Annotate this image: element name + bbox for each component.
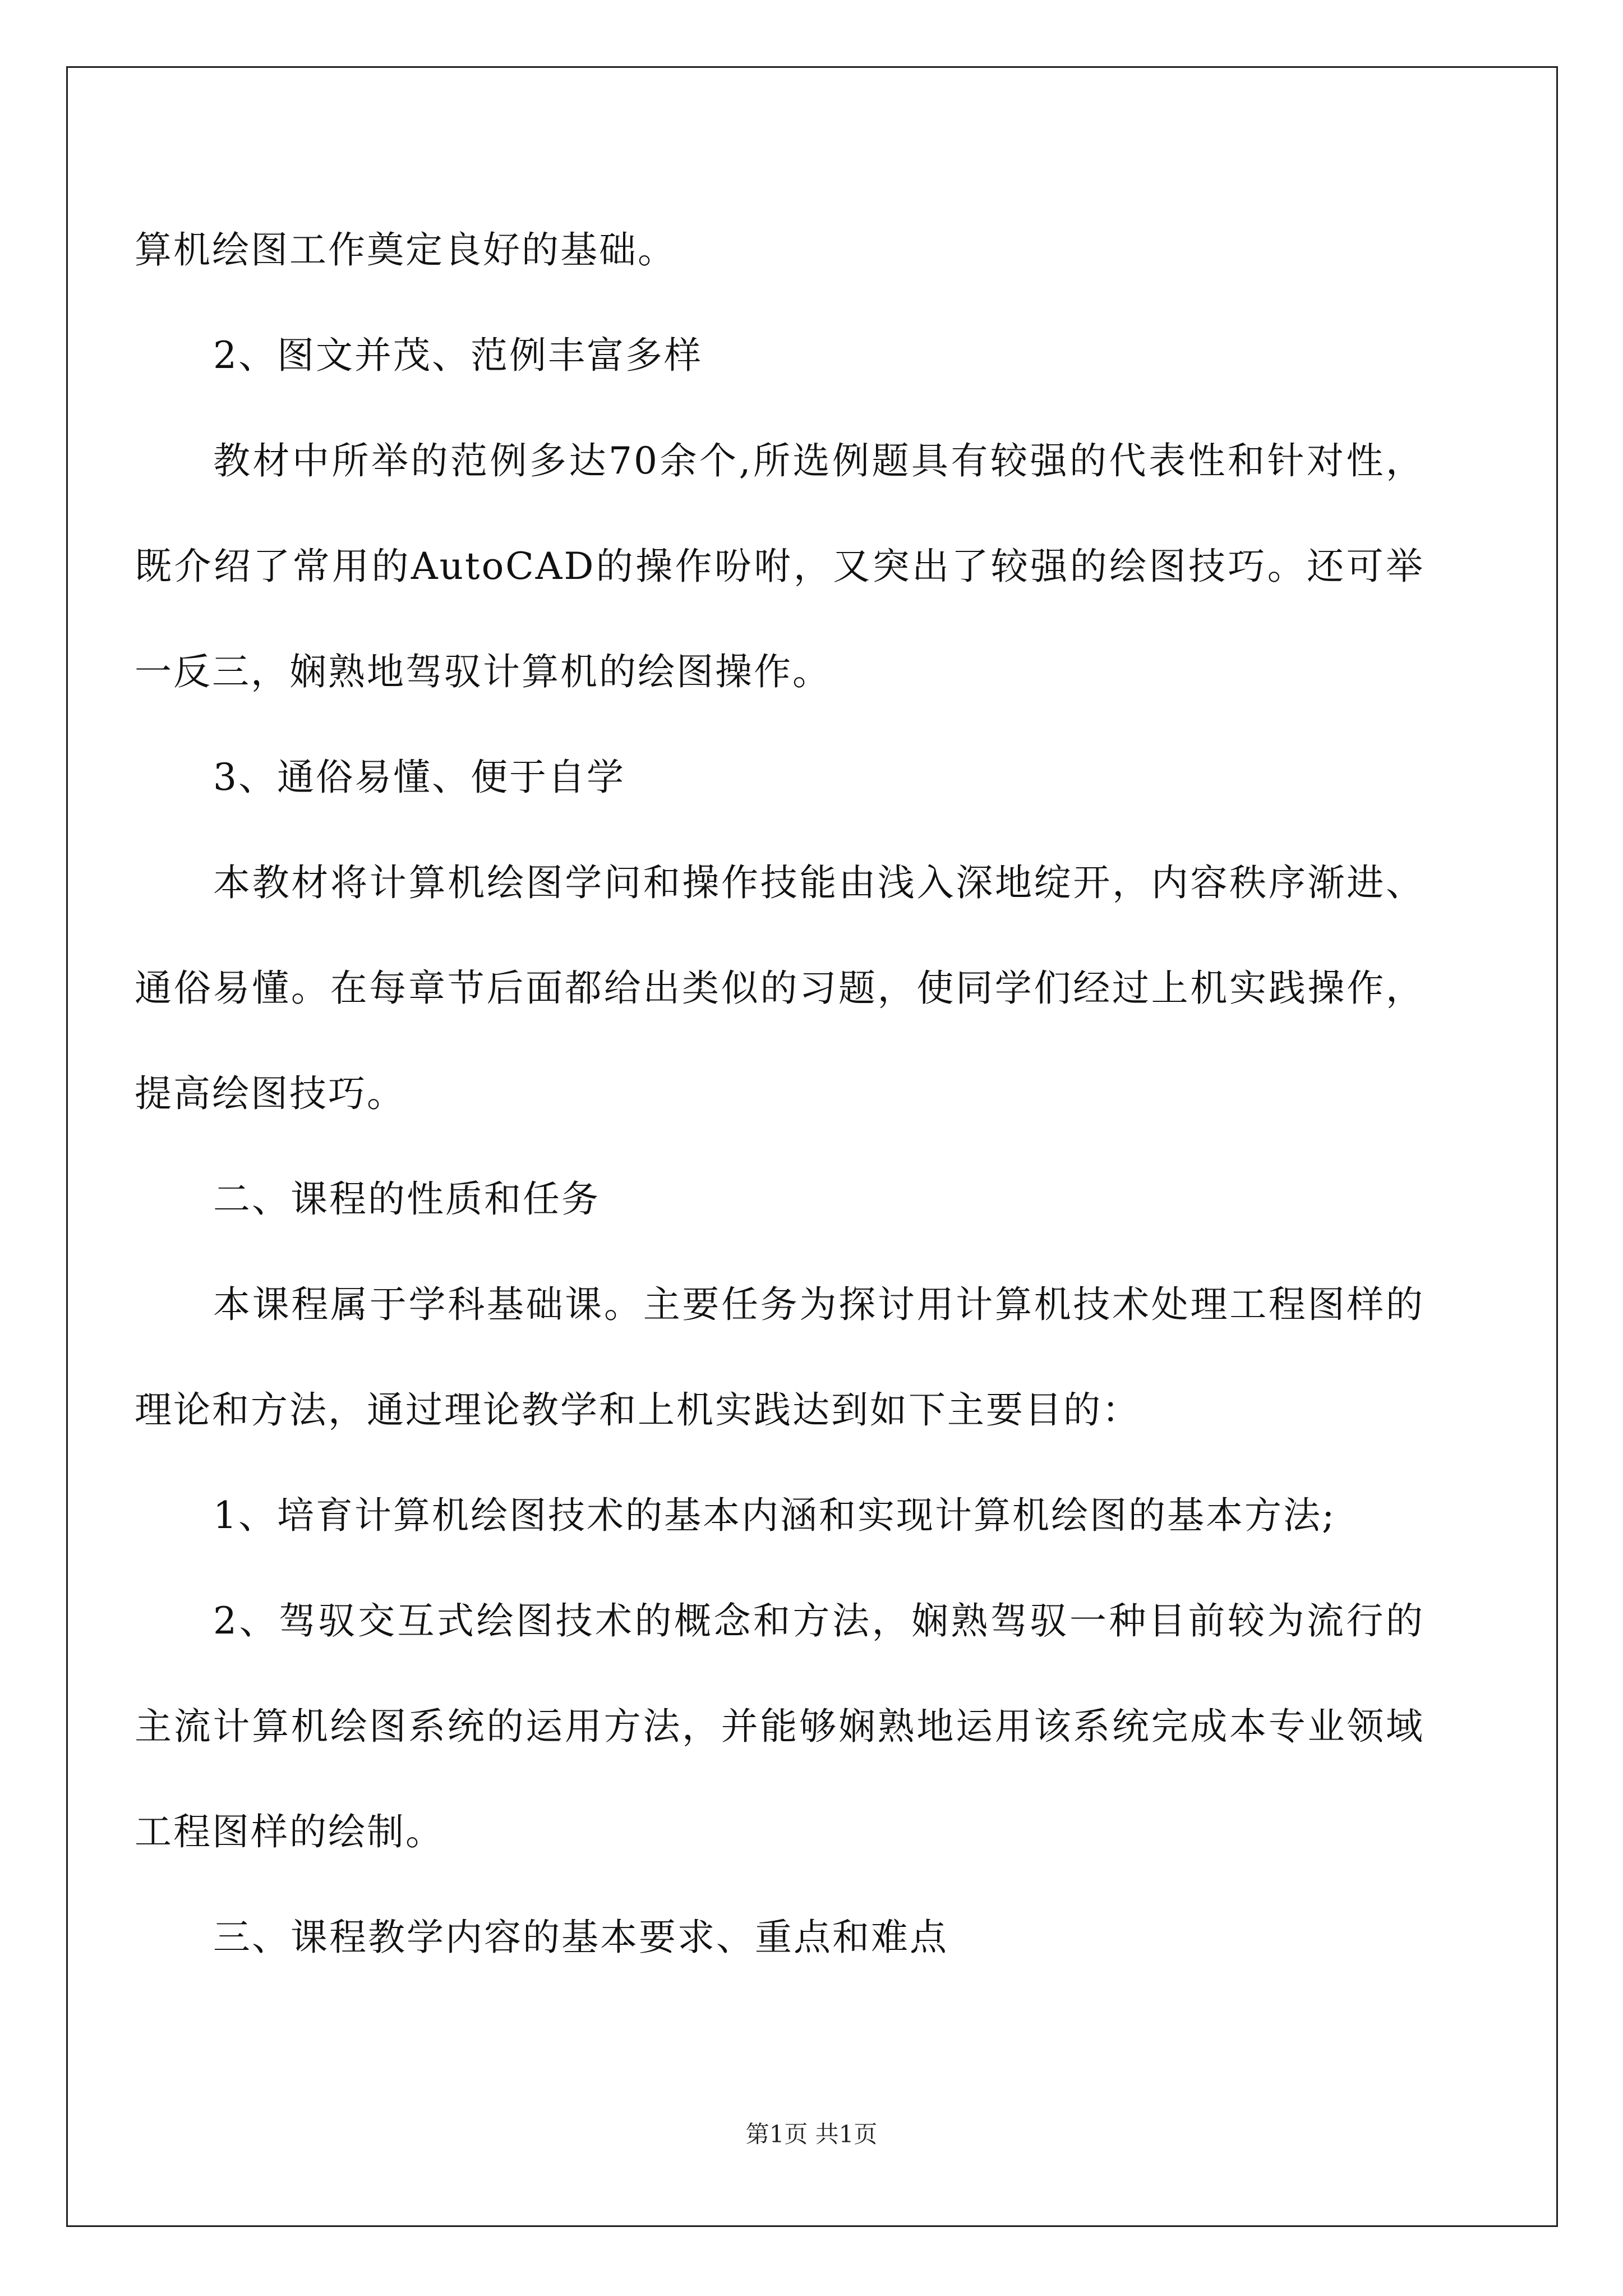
- paragraph-goal-2: 2、驾驭交互式绘图技术的概念和方法，娴熟驾驭一种目前较为流行的主流计算机绘图系统的运用方法，并能够娴熟地运用该系统完成本专业领域工程图样的绘制。: [135, 1599, 1424, 1853]
- heading-feature-2: 2、图文并茂、范例丰富多样: [213, 334, 703, 377]
- paragraph-examples: 教材中所举的范例多达70余个,所选例题具有较强的代表性和针对性，既介绍了常用的AutoCAD的操作吩咐，又突出了较强的绘图技巧。还可举一反三，娴熟地驾驭计算机的绘图操作。: [135, 439, 1424, 693]
- paragraph-goal-1: 1、培育计算机绘图技术的基本内涵和实现计算机绘图的基本方法;: [213, 1494, 1336, 1537]
- paragraph-self-study: 本教材将计算机绘图学问和操作技能由浅入深地绽开，内容秩序渐进、通俗易懂。在每章节后面都给出类似的习题，使同学们经过上机实践操作，提高绘图技巧。: [135, 861, 1424, 1115]
- paragraph-course-nature: 本课程属于学科基础课。主要任务为探讨用计算机技术处理工程图样的理论和方法，通过理论教学和上机实践达到如下主要目的：: [135, 1283, 1424, 1432]
- heading-feature-3: 3、通俗易懂、便于自学: [213, 756, 625, 799]
- heading-section-3: 三、课程教学内容的基本要求、重点和难点: [213, 1916, 948, 1959]
- heading-section-2: 二、课程的性质和任务: [213, 1177, 600, 1221]
- paragraph-continuation: 算机绘图工作奠定良好的基础。: [135, 228, 676, 272]
- page-number-footer: 第1页 共1页: [745, 2120, 878, 2148]
